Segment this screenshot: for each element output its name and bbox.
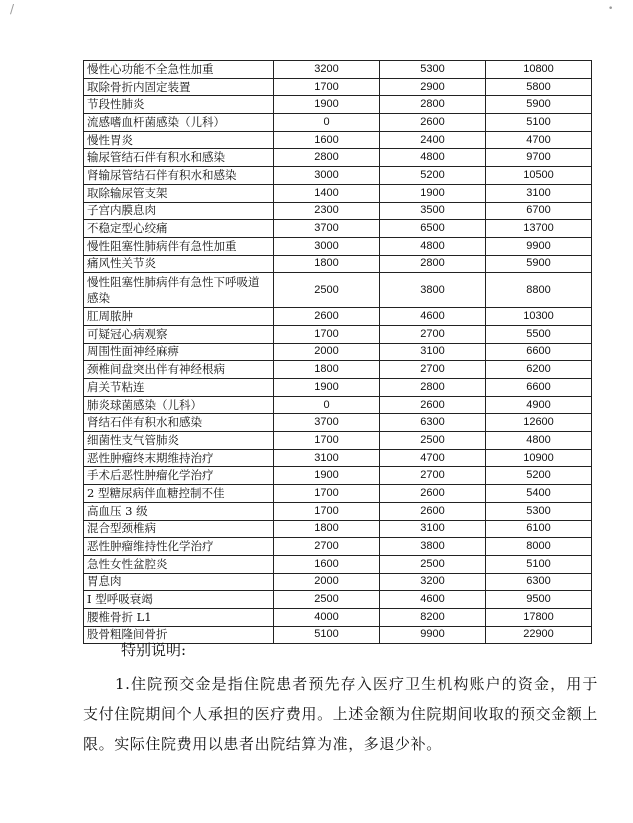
value-cell-1: 1400 [274,184,380,202]
value-cell-2: 5200 [380,167,486,185]
value-cell-1: 1700 [274,502,380,520]
value-cell-3: 17800 [486,608,592,626]
value-cell-2: 5300 [380,61,486,79]
value-cell-1: 2000 [274,343,380,361]
value-cell-2: 2800 [380,255,486,273]
value-cell-2: 4600 [380,308,486,326]
value-cell-2: 4800 [380,237,486,255]
value-cell-3: 4700 [486,131,592,149]
value-cell-3: 22900 [486,626,592,644]
value-cell-2: 2700 [380,361,486,379]
value-cell-2: 2400 [380,131,486,149]
diagnosis-cell: I 型呼吸衰竭 [84,591,274,609]
value-cell-3: 10300 [486,308,592,326]
value-cell-3: 6600 [486,379,592,397]
value-cell-3: 5300 [486,502,592,520]
table-row [84,131,592,149]
value-cell-2: 2600 [380,114,486,132]
value-cell-3: 12600 [486,414,592,432]
value-cell-2: 3100 [380,520,486,538]
value-cell-2: 2800 [380,96,486,114]
value-cell-2: 2700 [380,467,486,485]
value-cell-2: 8200 [380,608,486,626]
value-cell-3: 4800 [486,432,592,450]
table-row [84,237,592,255]
value-cell-1: 0 [274,114,380,132]
value-cell-1: 3700 [274,414,380,432]
value-cell-1: 1700 [274,432,380,450]
value-cell-2: 2800 [380,379,486,397]
diagnosis-cell: 周围性面神经麻痹 [84,343,274,361]
value-cell-1: 1800 [274,361,380,379]
value-cell-2: 3100 [380,343,486,361]
diagnosis-cell: 不稳定型心绞痛 [84,220,274,238]
diagnosis-cell: 急性女性盆腔炎 [84,555,274,573]
notes-section [83,635,598,759]
diagnosis-cell: 肺炎球菌感染（儿科） [84,396,274,414]
diagnosis-cell: 腰椎骨折 L1 [84,608,274,626]
value-cell-1: 1900 [274,379,380,397]
value-cell-1: 2500 [274,273,380,308]
diagnosis-cell: 可疑冠心病观察 [84,325,274,343]
value-cell-3: 5200 [486,467,592,485]
value-cell-3: 6600 [486,343,592,361]
value-cell-1: 4000 [274,608,380,626]
value-cell-1: 1600 [274,555,380,573]
value-cell-3: 8800 [486,273,592,308]
value-cell-3: 5100 [486,114,592,132]
diagnosis-cell: 流感嗜血杆菌感染（儿科） [84,114,274,132]
diagnosis-cell: 细菌性支气管肺炎 [84,432,274,450]
diagnosis-cell: 取除骨折内固定装置 [84,78,274,96]
table-row [84,184,592,202]
table-row [84,485,592,503]
table-row [84,414,592,432]
value-cell-1: 2700 [274,538,380,556]
table-row [84,449,592,467]
value-cell-3: 6200 [486,361,592,379]
value-cell-3: 6700 [486,202,592,220]
diagnosis-cell: 肾结石伴有积水和感染 [84,414,274,432]
value-cell-2: 6500 [380,220,486,238]
table-row [84,255,592,273]
table-row [84,202,592,220]
value-cell-2: 2600 [380,485,486,503]
value-cell-1: 1600 [274,131,380,149]
value-cell-3: 6300 [486,573,592,591]
diagnosis-cell: 节段性肺炎 [84,96,274,114]
value-cell-3: 5100 [486,555,592,573]
diagnosis-cell: 肾输尿管结石伴有积水和感染 [84,167,274,185]
value-cell-3: 5900 [486,255,592,273]
value-cell-1: 3100 [274,449,380,467]
table-row [84,591,592,609]
diagnosis-cell: 胃息肉 [84,573,274,591]
value-cell-3: 9900 [486,237,592,255]
table-row [84,467,592,485]
scan-mark-right: • [608,4,614,14]
table-row [84,555,592,573]
value-cell-2: 4700 [380,449,486,467]
diagnosis-cell: 慢性胃炎 [84,131,274,149]
value-cell-1: 3000 [274,237,380,255]
value-cell-3: 10800 [486,61,592,79]
value-cell-2: 3500 [380,202,486,220]
notes-heading: 特别说明: [121,641,187,659]
diagnosis-cell: 子宫内膜息肉 [84,202,274,220]
value-cell-2: 2600 [380,396,486,414]
table-row [84,167,592,185]
value-cell-1: 2000 [274,573,380,591]
table-row [84,502,592,520]
table-row [84,343,592,361]
value-cell-1: 3200 [274,61,380,79]
value-cell-3: 9700 [486,149,592,167]
table-row [84,361,592,379]
value-cell-2: 4800 [380,149,486,167]
diagnosis-cell: 颈椎间盘突出伴有神经根病 [84,361,274,379]
value-cell-1: 1700 [274,485,380,503]
value-cell-2: 3800 [380,538,486,556]
value-cell-2: 2700 [380,325,486,343]
table-row [84,396,592,414]
value-cell-1: 2500 [274,591,380,609]
diagnosis-cell: 股骨粗隆间骨折 [84,626,274,644]
value-cell-3: 10500 [486,167,592,185]
value-cell-3: 5500 [486,325,592,343]
table-row [84,573,592,591]
value-cell-1: 3700 [274,220,380,238]
table-row [84,538,592,556]
diagnosis-cell: 慢性阻塞性肺病伴有急性加重 [84,237,274,255]
value-cell-1: 3000 [274,167,380,185]
value-cell-1: 2600 [274,308,380,326]
diagnosis-cell: 输尿管结石伴有积水和感染 [84,149,274,167]
value-cell-1: 1700 [274,325,380,343]
value-cell-1: 1800 [274,520,380,538]
diagnosis-cell: 混合型颈椎病 [84,520,274,538]
diagnosis-cell: 恶性肿瘤终末期维持治疗 [84,449,274,467]
table-row [84,149,592,167]
value-cell-2: 3800 [380,273,486,308]
notes-paragraph: 1.住院预交金是指住院患者预先存入医疗卫生机构账户的资金，用于支付住院期间个人承担的医疗费用。上述金额为住院期间收取的预交金额上限。实际住院费用以患者出院结算为准，多退少补。 [83,675,598,753]
value-cell-3: 10900 [486,449,592,467]
value-cell-3: 3100 [486,184,592,202]
diagnosis-cell: 痛风性关节炎 [84,255,274,273]
value-cell-3: 5800 [486,78,592,96]
value-cell-1: 5100 [274,626,380,644]
value-cell-1: 1900 [274,96,380,114]
value-cell-2: 6300 [380,414,486,432]
value-cell-1: 0 [274,396,380,414]
table-row [84,61,592,79]
value-cell-1: 1900 [274,467,380,485]
fee-table [83,60,592,644]
fee-table-body [84,61,592,644]
diagnosis-cell: 慢性阻塞性肺病伴有急性下呼吸道感染 [84,273,274,308]
diagnosis-cell: 2 型糖尿病伴血糖控制不佳 [84,485,274,503]
value-cell-3: 6100 [486,520,592,538]
diagnosis-cell: 恶性肿瘤维持性化学治疗 [84,538,274,556]
value-cell-3: 9500 [486,591,592,609]
value-cell-1: 2800 [274,149,380,167]
table-row [84,608,592,626]
table-row [84,78,592,96]
table-row [84,308,592,326]
value-cell-2: 3200 [380,573,486,591]
value-cell-2: 4600 [380,591,486,609]
diagnosis-cell: 肩关节粘连 [84,379,274,397]
value-cell-3: 4900 [486,396,592,414]
table-row [84,520,592,538]
value-cell-3: 5400 [486,485,592,503]
value-cell-1: 1800 [274,255,380,273]
diagnosis-cell: 慢性心功能不全急性加重 [84,61,274,79]
value-cell-2: 1900 [380,184,486,202]
table-row [84,325,592,343]
table-row [84,432,592,450]
diagnosis-cell: 高血压 3 级 [84,502,274,520]
value-cell-1: 1700 [274,78,380,96]
table-row [84,220,592,238]
value-cell-3: 5900 [486,96,592,114]
value-cell-3: 8000 [486,538,592,556]
value-cell-2: 2900 [380,78,486,96]
scan-mark-left: / [10,2,15,16]
value-cell-2: 2500 [380,555,486,573]
value-cell-2: 2600 [380,502,486,520]
diagnosis-cell: 手术后恶性肿瘤化学治疗 [84,467,274,485]
table-row [84,114,592,132]
table-row [84,379,592,397]
table-row [84,273,592,308]
value-cell-3: 13700 [486,220,592,238]
diagnosis-cell: 肛周脓肿 [84,308,274,326]
value-cell-2: 9900 [380,626,486,644]
value-cell-2: 2500 [380,432,486,450]
diagnosis-cell: 取除输尿管支架 [84,184,274,202]
value-cell-1: 2300 [274,202,380,220]
table-row [84,96,592,114]
